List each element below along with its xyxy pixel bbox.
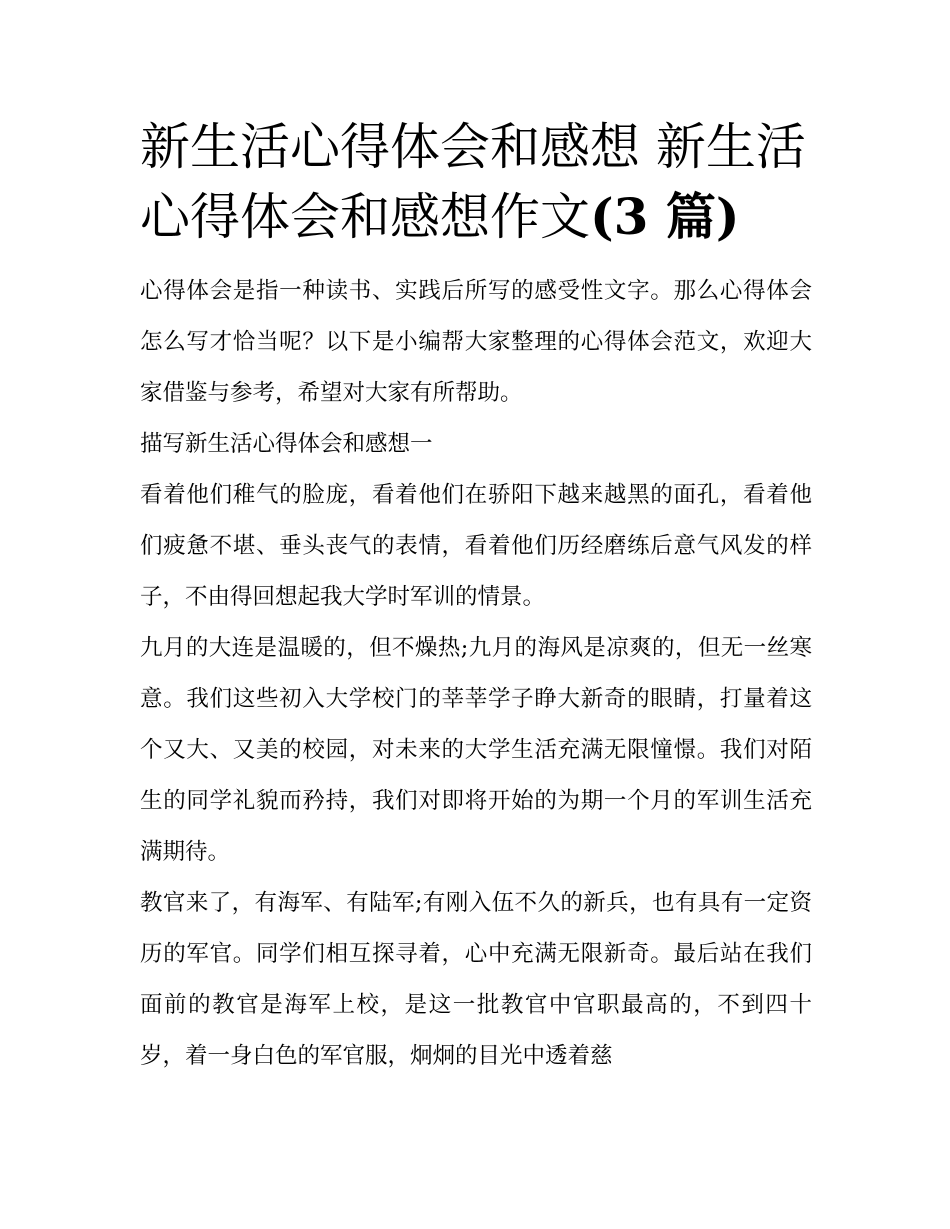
document-title-count: (3 篇) — [590, 187, 740, 246]
intro-paragraph: 心得体会是指一种读书、实践后所写的感受性文字。那么心得体会怎么写才恰当呢？以下是小编帮大家整理的心得体会范文，欢迎大家借鉴与参考，希望对大家有所帮助。 — [140, 278, 812, 406]
document-title — [140, 112, 812, 252]
body-paragraph: 看着他们稚气的脸庞，看着他们在骄阳下越来越黑的面孔，看着他们疲惫不堪、垂头丧气的表情，看着他们历经磨练后意气风发的样子，不由得回想起我大学时军训的情景。 — [140, 482, 812, 610]
document-title-text: 新生活心得体会和感想 新生活心得体会和感想作文 — [140, 118, 806, 246]
document-page — [140, 112, 812, 1082]
body-paragraph: 九月的大连是温暖的，但不燥热;九月的海风是凉爽的，但无一丝寒意。我们这些初入大学校门的莘莘学子睁大新奇的眼睛，打量着这个又大、又美的校园，对未来的大学生活充满无限憧憬。我们对陌生的同学礼貌而矜持，我们对即将开始的为期一个月的军训生活充满期待。 — [140, 635, 812, 865]
document-body — [140, 266, 812, 1082]
body-paragraph: 教官来了，有海军、有陆军;有刚入伍不久的新兵，也有具有一定资历的军官。同学们相互探寻着，心中充满无限新奇。最后站在我们面前的教官是海军上校，是这一批教官中官职最高的，不到四十岁，着一身白色的军官服，炯炯的目光中透着慈 — [140, 890, 812, 1069]
section-heading: 描写新生活心得体会和感想一 — [140, 431, 433, 457]
